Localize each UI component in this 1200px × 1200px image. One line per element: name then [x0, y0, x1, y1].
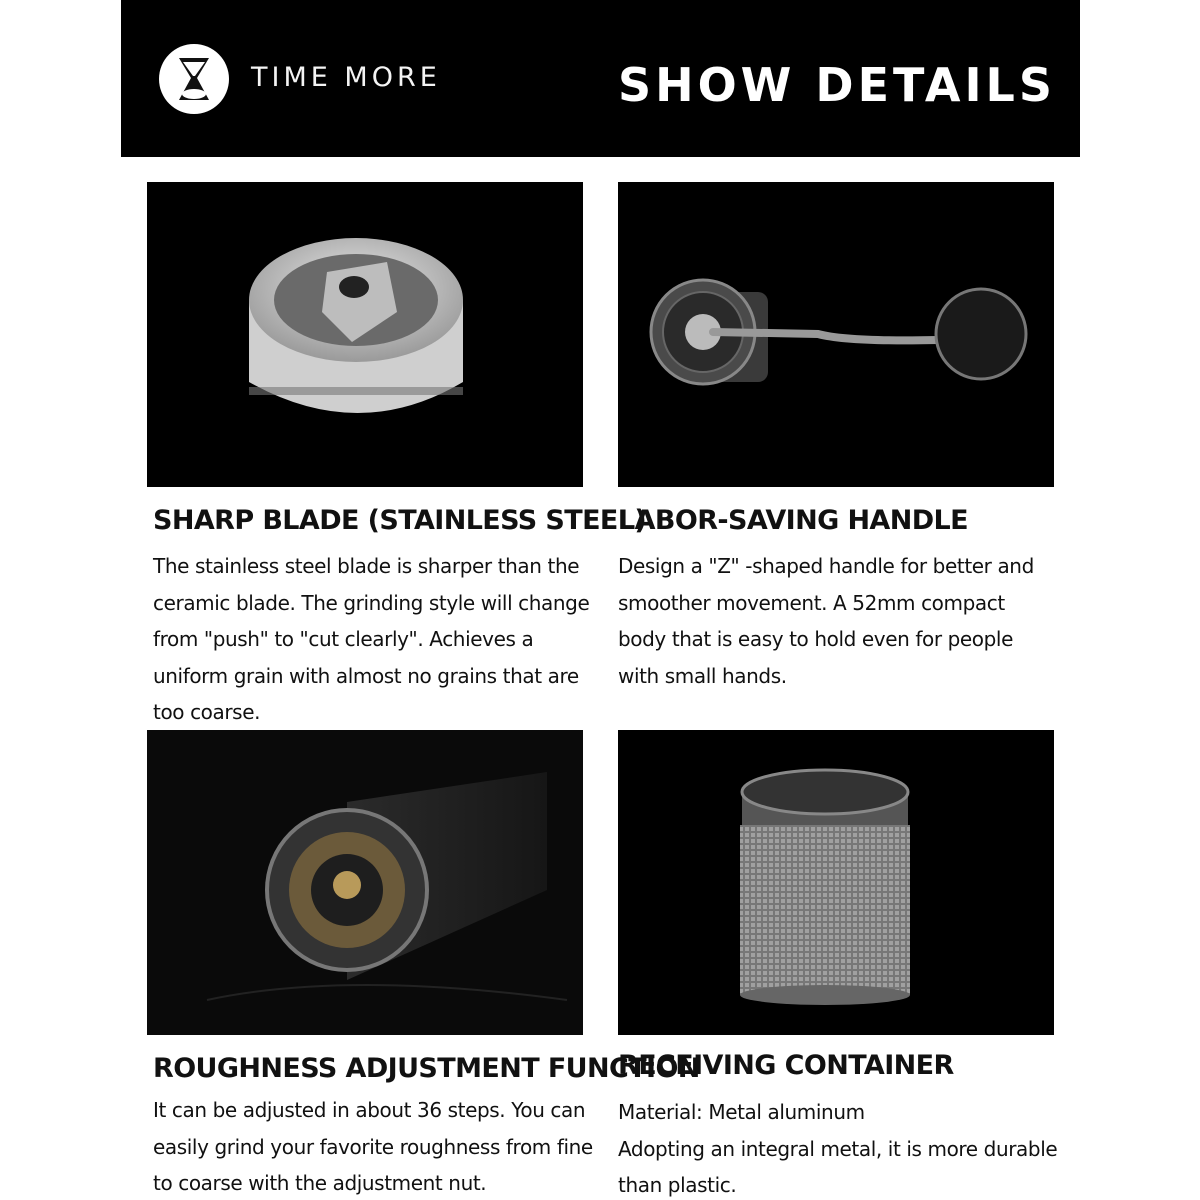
feature-body: Design a "Z" -shaped handle for better and smoother movement. A 52mm compact body that is easy to hold even for people with small hands. [618, 554, 1034, 688]
brand-name: TIME MORE [251, 62, 441, 93]
durability-line: Adopting an integral metal, it is more durable than plastic. [618, 1136, 1058, 1197]
material-line: Material: Metal aluminum [618, 1100, 865, 1124]
feature-body: The stainless steel blade is sharper than the ceramic blade. The grinding style will change from "push" to "cut clearly". Achieves a uniform grain with almost no grains that are too coarse. [153, 554, 590, 724]
header-banner [121, 0, 1080, 157]
feature-body: It can be adjusted in about 36 steps. You can easily grind your favorite roughness from fine to coarse with the adjustment nut. [153, 1098, 593, 1195]
page-title: SHOW DETAILS [617, 58, 1056, 112]
z-handle-photo [618, 182, 1054, 487]
feature-title: RECEIVING CONTAINER [618, 1050, 954, 1081]
grinder-adjustment-photo [147, 730, 583, 1035]
hourglass-logo-icon [159, 44, 229, 114]
aluminum-container-photo [618, 730, 1054, 1035]
stainless-steel-burr-photo [147, 182, 583, 487]
feature-title: ROUGHNESS ADJUSTMENT FUNCTION [153, 1053, 700, 1084]
feature-title: LABOR-SAVING HANDLE [618, 505, 968, 536]
feature-body [618, 1094, 1058, 1200]
feature-title: SHARP BLADE (STAINLESS STEEL) [153, 505, 647, 536]
